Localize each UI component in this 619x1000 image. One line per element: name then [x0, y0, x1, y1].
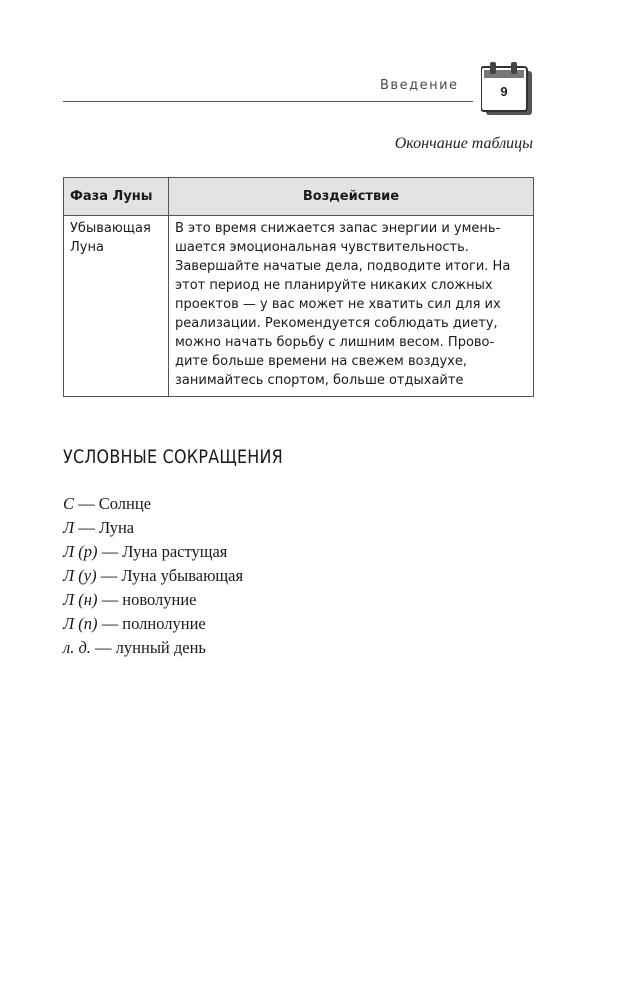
table-header-row [64, 178, 534, 216]
list-item: Л — Луна [63, 518, 135, 537]
abbreviation-meaning: Солнце [98, 494, 152, 513]
calendar-icon [481, 62, 533, 116]
header-title: Введение [380, 78, 459, 93]
section-title: УСЛОВНЫЕ СОКРАЩЕНИЯ [63, 447, 283, 468]
table-row [64, 216, 534, 397]
effect-cell: В это время снижается запас энергии и умень-шается эмоциональная чувствительность. Завершайте начатые дела, подводите итоги. На этот период не планируйте никаких сложных проектов — у вас может не хватить сил для их реализации. Рекомендуется соблюдать диету, можно начать борьбу с лишним весом. Прово-дите больше времени на свежем воздухе, занимайтесь спортом, больше отдыхайте [169, 216, 534, 397]
page-number: 9 [500, 84, 508, 99]
phase-cell: Убывающая Луна [64, 216, 169, 397]
list-item: Л (п) — полнолуние [63, 614, 206, 633]
abbreviation-meaning: полнолуние [122, 614, 206, 633]
abbreviation-term: Л (п) [63, 614, 98, 633]
list-item: Л (у) — Луна убывающая [63, 566, 244, 585]
abbreviation-meaning: лунный день [115, 638, 206, 657]
abbreviation-term: С [63, 494, 75, 513]
list-item: Л (н) — новолуние [63, 590, 197, 609]
list-item: С — Солнце [63, 494, 152, 513]
abbreviation-term: Л (н) [63, 590, 98, 609]
abbreviation-meaning: Луна [98, 518, 135, 537]
abbreviation-meaning: Луна растущая [122, 542, 228, 561]
column-header-phase: Фаза Луны [64, 178, 169, 216]
abbreviation-meaning: новолуние [122, 590, 197, 609]
table-caption: Окончание таблицы [394, 135, 533, 152]
list-item: л. д. — лунный день [63, 638, 206, 657]
list-item: Л (р) — Луна растущая [63, 542, 228, 561]
abbreviation-list [63, 492, 243, 660]
abbreviation-term: л. д. [63, 638, 91, 657]
abbreviation-term: Л (у) [63, 566, 97, 585]
header-rule [63, 101, 473, 102]
abbreviation-term: Л [63, 518, 75, 537]
abbreviation-term: Л (р) [63, 542, 98, 561]
moon-phase-table [63, 177, 534, 397]
column-header-effect: Воздействие [169, 178, 534, 216]
abbreviation-meaning: Луна убывающая [121, 566, 244, 585]
